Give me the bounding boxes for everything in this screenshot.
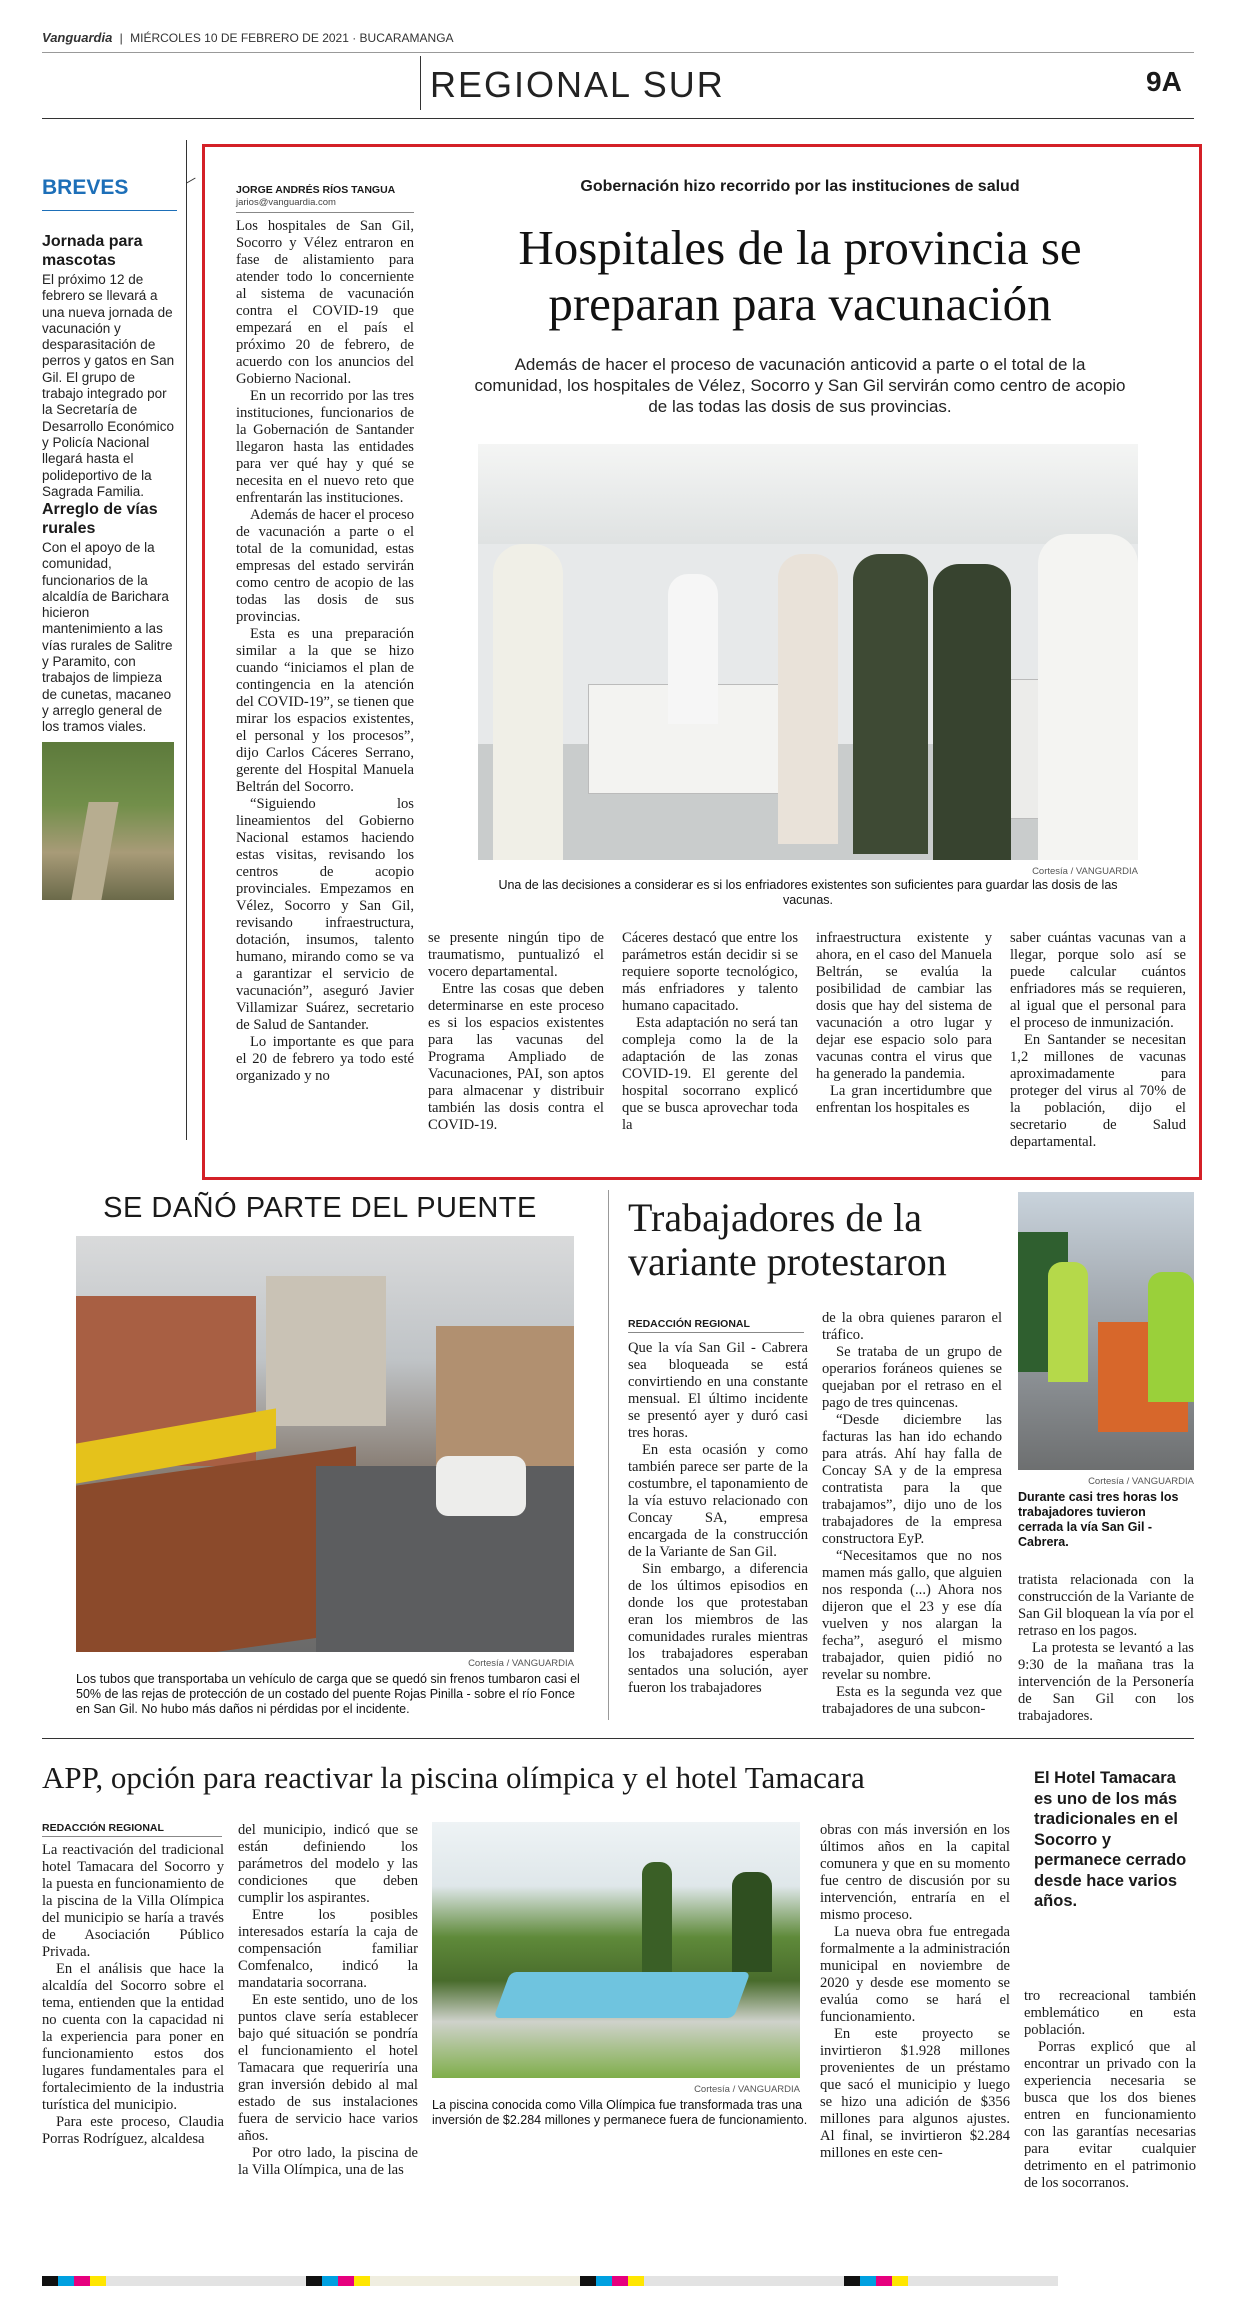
paragraph: “Siguiendo los lineamientos del Gobierno Nacional estamos haciendo estas visitas, revisando los centros de acopio provinciales. Empezamos en Vélez, Socorro y San Gil, revisando infraestructura, dotación, insumos, talento humano, mirando como se va a garantizar el servicio de vacunación”, aseguró Javier Villamizar Suárez, secretario de Salud de Santander. bbox=[236, 796, 414, 1033]
brief-title: Jornada para mascotas bbox=[42, 233, 143, 269]
breves-label: BREVES bbox=[42, 176, 129, 199]
paragraph: saber cuántas vacunas van a llegar, porque solo así se puede calcular cuántos enfriadores más se requieren, al igual que el personal para el proceso de inmunización. bbox=[1010, 930, 1186, 1031]
workers-column-3 bbox=[1018, 1572, 1194, 1725]
paragraph: La protesta se levantó a las 9:30 de la mañana tras la intervención de la Personería de San Gil con los trabajadores. bbox=[1018, 1640, 1194, 1724]
paragraph: se presente ningún tipo de traumatismo, puntualizó el vocero departamental. bbox=[428, 930, 604, 980]
bridge-photo-credit: Cortesía / VANGUARDIA bbox=[468, 1658, 574, 1669]
paragraph: Se trataba de un grupo de operarios foráneos quienes se quejaban por el retraso en el pago de tres quincenas. bbox=[822, 1344, 1002, 1411]
bridge-photo bbox=[76, 1236, 574, 1652]
paragraph: Entre las cosas que deben determinarse en este proceso es si los espacios existentes para las vacunas del Programa Ampliado de Vacunaciones, PAI, son aptos para almacenar y distribuir también las dosis contra el COVID-19. bbox=[428, 981, 604, 1133]
paragraph: La reactivación del tradicional hotel Tamacara del Socorro y la puesta en funcionamiento de la piscina de la Villa Olímpica del municipio se haría a través de Asociación Público Privada. bbox=[42, 1842, 224, 1960]
paragraph: tro recreacional también emblemático en esta población. bbox=[1024, 1988, 1196, 2038]
paragraph: “Desde diciembre las facturas las han ido echando para atrás. Ahí hay falla de Concay SA y de la empresa contratista para la que trabajamos”, dijo uno de los trabajadores de la empresa constructora EyP. bbox=[822, 1412, 1002, 1547]
pool-caption: La piscina conocida como Villa Olímpica fue transformada tras una inversión de $2.284 millones y permanece fuera de funcionamiento. bbox=[432, 2098, 808, 2127]
paragraph: Cáceres destacó que entre los parámetros están decidir si se requiere soporte tecnológico, más enfriadores y talento humano capacitado. bbox=[622, 930, 798, 1014]
paragraph: Sin embargo, a diferencia de los últimos episodios en donde los que protestaban eran los miembros de las comunidades rurales mientras los trabajadores esperaban sentados una solución, ayer fueron los trabajadores bbox=[628, 1561, 808, 1696]
paragraph: Esta es la segunda vez que trabajadores de una subcon- bbox=[822, 1684, 1002, 1717]
main-photo-credit: Cortesía / VANGUARDIA bbox=[1032, 866, 1138, 877]
paragraph: del municipio, indicó que se están definiendo los parámetros del modelo y las condiciones que deben cumplir los aspirantes. bbox=[238, 1822, 418, 1906]
main-column-2 bbox=[428, 930, 604, 1134]
app-byline: REDACCIÓN REGIONAL bbox=[42, 1822, 164, 1834]
main-email: jarios@vanguardia.com bbox=[236, 197, 336, 208]
brief-body: Con el apoyo de la comunidad, funcionarios de la alcaldía de Barichara hicieron mantenimiento a las vías rurales de Salitre y Paramito, con trabajos de limpieza de cunetas, macaneo y arreglo general de los tramos viales. bbox=[42, 540, 173, 735]
app-column-1 bbox=[42, 1842, 224, 2148]
app-column-3 bbox=[820, 1822, 1010, 2162]
brief-1 bbox=[42, 232, 178, 500]
workers-byline: REDACCIÓN REGIONAL bbox=[628, 1318, 750, 1330]
paragraph: En esta ocasión y como también parece ser parte de la costumbre, el taponamiento de la vía estuvo relacionado con Concay SA, empresa encargada de la construcción de la Variante de San Gil. bbox=[628, 1442, 808, 1560]
paragraph: de la obra quienes pararon el tráfico. bbox=[822, 1310, 1002, 1343]
paragraph: Esta es una preparación similar a la que se hizo cuando “iniciamos el plan de contingencia en la atención del COVID-19”, se tienen que mirar los espacios existentes, el personal y los procesos”, dijo Carlos Cáceres Serrano, gerente del Hospital Manuela Beltrán del Socorro. bbox=[236, 626, 414, 795]
pool-photo-credit: Cortesía / VANGUARDIA bbox=[694, 2084, 800, 2095]
registration-bar bbox=[42, 2276, 1194, 2286]
main-column-5 bbox=[1010, 930, 1186, 1151]
paragraph: “Necesitamos que no nos mamen más gallo, que alguien nos responda (...) Ahora nos dijeron que el 23 y ese día vuelven y nos alargan la fecha”, aseguró el mismo trabajador, quien pidió no revelar su nombre. bbox=[822, 1548, 1002, 1683]
paragraph: infraestructura existente y ahora, en el caso del Manuela Beltrán, se evalúa la posibilidad de cambiar las dosis que hay del sistema de vacunación a otro lugar y dejar ese espacio solo para vacunas contra el virus que ha generado la pandemia. bbox=[816, 930, 992, 1082]
brief-2 bbox=[42, 500, 178, 736]
workers-column-1 bbox=[628, 1340, 808, 1697]
pool-photo bbox=[432, 1822, 800, 2078]
workers-column-2 bbox=[822, 1310, 1002, 1718]
workers-caption: Durante casi tres horas los trabajadores tuvieron cerrada la vía San Gil - Cabrera. bbox=[1018, 1490, 1179, 1549]
paragraph: En este proyecto se invirtieron $1.928 millones provenientes de un préstamo que sacó el municipio y luego se hizo una adición de $356 millones para algunos ajustes. Al final, se invirtieron $2.284 millones en este cen- bbox=[820, 2026, 1010, 2161]
brief-road-photo bbox=[42, 742, 174, 900]
paragraph: En el análisis que hace la alcaldía del Socorro sobre el tema, entienden que la entidad no cuenta con la capacidad ni la experiencia para poner en funcionamiento estos dos lugares fundamentales para el fortalecimiento de la industria turística del municipio. bbox=[42, 1961, 224, 2113]
paragraph: En este sentido, uno de los puntos clave sería establecer bajo qué situación se pondría el funcionamiento el hotel Tamacara que requeriría una gran inversión debido al mal estado de sus instalaciones fuera de servicio hace varios años. bbox=[238, 1992, 418, 2144]
dateline: MIÉRCOLES 10 DE FEBRERO DE 2021 · BUCARAMANGA bbox=[130, 31, 454, 45]
app-column-4 bbox=[1024, 1988, 1196, 2192]
paragraph: Que la vía San Gil - Cabrera sea bloqueada se está convirtiendo en una constante mensual. El último incidente se presentó ayer y duró casi tres horas. bbox=[628, 1340, 808, 1441]
main-kicker: Gobernación hizo recorrido por las instituciones de salud bbox=[580, 178, 1020, 195]
paragraph: Los hospitales de San Gil, Socorro y Vélez entraron en fase de alistamiento para atender todo lo concerniente al sistema de vacunación contra el COVID-19 que empezará en el país el próximo 20 de febrero, de acuerdo con los anuncios del Gobierno Nacional. bbox=[236, 218, 414, 387]
paragraph: Porras explicó que al encontrar un privado con la experiencia necesaria se busca que los dos bienes entren en funcionamiento con las garantías necesarias para evitar cualquier detrimento en el patrimonio de los socorranos. bbox=[1024, 2039, 1196, 2191]
brand-logo: Vanguardia bbox=[42, 30, 113, 45]
section-title: REGIONAL SUR bbox=[430, 64, 725, 105]
app-column-2 bbox=[238, 1822, 418, 2179]
main-deck: Además de hacer el proceso de vacunación anticovid a parte o el total de la comunidad, los hospitales de Vélez, Socorro y San Gil servirán como centro de acopio de las todas las dosis de sus provincias. bbox=[474, 355, 1126, 416]
paragraph: La gran incertidumbre que enfrentan los hospitales es bbox=[816, 1083, 992, 1116]
bridge-headline: SE DAÑÓ PARTE DEL PUENTE bbox=[103, 1192, 537, 1224]
main-column-3 bbox=[622, 930, 798, 1134]
main-caption: Una de las decisiones a considerar es si los enfriadores existentes son suficientes para guardar las dosis de las vacunas. bbox=[498, 878, 1118, 907]
main-column-1 bbox=[236, 218, 414, 1085]
paragraph: Por otro lado, la piscina de la Villa Olímpica, una de las bbox=[238, 2145, 418, 2178]
paragraph: tratista relacionada con la construcción de la Variante de San Gil bloquean la vía por el retraso en los pagos. bbox=[1018, 1572, 1194, 1639]
app-sidebar: El Hotel Tamacara es uno de los más tradicionales en el Socorro y permanece cerrado desde hace varios años. bbox=[1034, 1769, 1187, 1910]
app-headline: APP, opción para reactivar la piscina olímpica y el hotel Tamacara bbox=[42, 1760, 865, 1795]
main-headline: Hospitales de la provincia se preparan para vacunación bbox=[518, 220, 1082, 331]
main-column-4 bbox=[816, 930, 992, 1117]
main-byline: JORGE ANDRÉS RÍOS TANGUA bbox=[236, 184, 396, 196]
hospital-photo bbox=[478, 444, 1138, 860]
brief-title: Arreglo de vías rurales bbox=[42, 501, 158, 537]
page-number: 9A bbox=[1146, 66, 1182, 97]
paragraph: obras con más inversión en los últimos años en la capital comunera y que en su momento fue centro de discusión por su intervención, entraría en el mismo proceso. bbox=[820, 1822, 1010, 1923]
paragraph: En un recorrido por las tres instituciones, funcionarios de la Gobernación de Santander llegaron hasta las entidades para ver qué hay y qué se necesita en el nuevo reto que enfrentarán las instituciones. bbox=[236, 388, 414, 506]
paragraph: Esta adaptación no será tan compleja como la de la adaptación de las zonas COVID-19. El gerente del hospital socorrano explicó que se busca aprovechar toda la bbox=[622, 1015, 798, 1133]
paragraph: En Santander se necesitan 1,2 millones de vacunas aproximadamente para proteger del virus al 70% de la población, dijo el secretario de Salud departamental. bbox=[1010, 1032, 1186, 1150]
bridge-caption: Los tubos que transportaba un vehículo de carga que se quedó sin frenos tumbaron casi el 50% de las rejas de protección de un costado del puente Rojas Pinilla - sobre el río Fonce en San Gil. No hubo más daños ni pérdidas por el incidente. bbox=[76, 1672, 580, 1716]
brief-body: El próximo 12 de febrero se llevará a una nueva jornada de vacunación y desparasitación de perros y gatos en San Gil. El grupo de trabajo integrado por la Secretaría de Desarrollo Económico y Policía Nacional llegará hasta el polideportivo de la Sagrada Familia. bbox=[42, 272, 175, 499]
workers-photo-credit: Cortesía / VANGUARDIA bbox=[1088, 1476, 1194, 1487]
workers-headline: Trabajadores de la variante protestaron bbox=[628, 1195, 947, 1284]
masthead-line: Vanguardia | MIÉRCOLES 10 DE FEBRERO DE 2021 · BUCARAMANGA bbox=[42, 30, 454, 45]
paragraph: Lo importante es que para el 20 de febrero ya todo esté organizado y no bbox=[236, 1034, 414, 1084]
protest-photo bbox=[1018, 1192, 1194, 1470]
paragraph: Para este proceso, Claudia Porras Rodríguez, alcaldesa bbox=[42, 2114, 224, 2147]
paragraph: La nueva obra fue entregada formalmente a la administración municipal en noviembre de 2020 y desde ese momento se evalúa como se hará el funcionamiento. bbox=[820, 1924, 1010, 2025]
paragraph: Entre los posibles interesados estaría la caja de compensación familiar Comfenalco, indicó la mandataria socorrana. bbox=[238, 1907, 418, 1991]
paragraph: Además de hacer el proceso de vacunación a parte o el total de la comunidad, estas empresas del estado servirán como centro de acopio de las todas las dosis de sus provincias. bbox=[236, 507, 414, 625]
